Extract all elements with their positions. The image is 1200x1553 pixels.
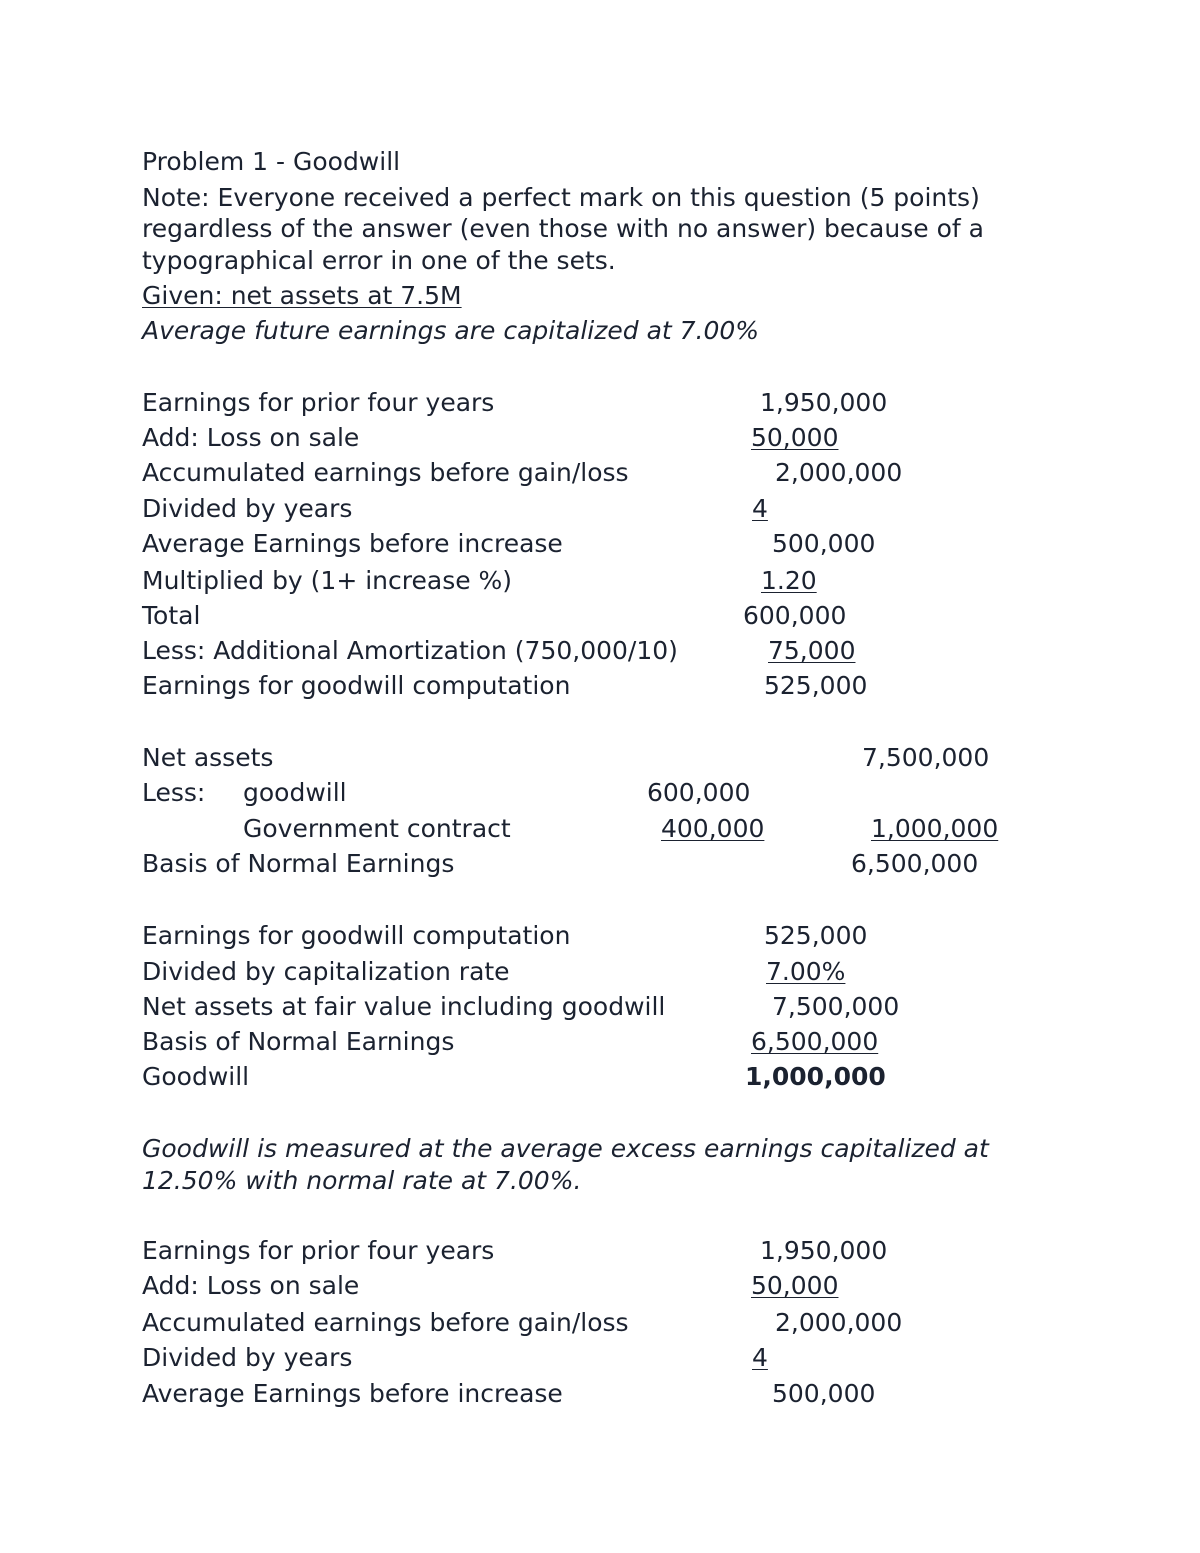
row-label: Less: — [142, 778, 206, 807]
row-label: Average Earnings before increase — [142, 529, 563, 558]
row-label: Less: Additional Amortization (750,000/10) — [142, 636, 678, 665]
row-label: Earnings for goodwill computation — [142, 921, 571, 950]
row-label: Add: Loss on sale — [142, 423, 360, 452]
row-value: 4 — [752, 494, 768, 523]
row-value: 50,000 — [751, 1271, 839, 1300]
note-line: regardless of the answer (even those with no answer) because of a — [142, 214, 984, 243]
row-label: Divided by years — [142, 494, 353, 523]
row-value: 4 — [752, 1343, 768, 1372]
row-label: Net assets — [142, 743, 274, 772]
row-value: 1,950,000 — [760, 1236, 888, 1265]
row-value: 1,000,000 — [871, 814, 999, 843]
row-value: 600,000 — [743, 601, 847, 630]
given-line: Given: net assets at 7.5M — [142, 281, 462, 310]
row-value: 2,000,000 — [775, 458, 903, 487]
note-line: typographical error in one of the sets. — [142, 246, 616, 275]
row-label: Average Earnings before increase — [142, 1379, 563, 1408]
row-value: 400,000 — [661, 814, 765, 843]
row-value: 7.00% — [766, 957, 846, 986]
row-label: Basis of Normal Earnings — [142, 849, 455, 878]
row-label: Total — [142, 601, 201, 630]
row-value: 1.20 — [761, 566, 817, 595]
row-label: Accumulated earnings before gain/loss — [142, 458, 629, 487]
row-label: Multiplied by (1+ increase %) — [142, 566, 513, 595]
row-value: 50,000 — [751, 423, 839, 452]
row-label: Divided by capitalization rate — [142, 957, 510, 986]
row-value: 75,000 — [768, 636, 856, 665]
problem-title: Problem 1 - Goodwill — [142, 147, 401, 176]
scenario-heading: 12.50% with normal rate at 7.00%. — [142, 1166, 582, 1195]
row-label: Earnings for prior four years — [142, 388, 495, 417]
row-value: 7,500,000 — [772, 992, 900, 1021]
row-value: 2,000,000 — [775, 1308, 903, 1337]
row-label: Earnings for prior four years — [142, 1236, 495, 1265]
row-value: 6,500,000 — [851, 849, 979, 878]
row-label: Divided by years — [142, 1343, 353, 1372]
row-label: Government contract — [243, 814, 511, 843]
row-value: 1,000,000 — [745, 1062, 886, 1091]
row-value: 500,000 — [772, 1379, 876, 1408]
row-value: 6,500,000 — [751, 1027, 879, 1056]
row-value: 1,950,000 — [760, 388, 888, 417]
row-value: 525,000 — [764, 921, 868, 950]
row-value: 500,000 — [772, 529, 876, 558]
row-label: Add: Loss on sale — [142, 1271, 360, 1300]
scenario-heading: Average future earnings are capitalized at 7.00% — [142, 316, 760, 345]
scenario-heading: Goodwill is measured at the average excess earnings capitalized at — [142, 1134, 989, 1163]
row-label: Goodwill — [142, 1062, 250, 1091]
row-label: Earnings for goodwill computation — [142, 671, 571, 700]
row-value: 7,500,000 — [862, 743, 990, 772]
row-value: 525,000 — [764, 671, 868, 700]
row-label: Accumulated earnings before gain/loss — [142, 1308, 629, 1337]
row-label: Net assets at fair value including goodwill — [142, 992, 666, 1021]
row-value: 600,000 — [647, 778, 751, 807]
row-label: goodwill — [243, 778, 347, 807]
row-label: Basis of Normal Earnings — [142, 1027, 455, 1056]
note-line: Note: Everyone received a perfect mark on this question (5 points) — [142, 183, 980, 212]
